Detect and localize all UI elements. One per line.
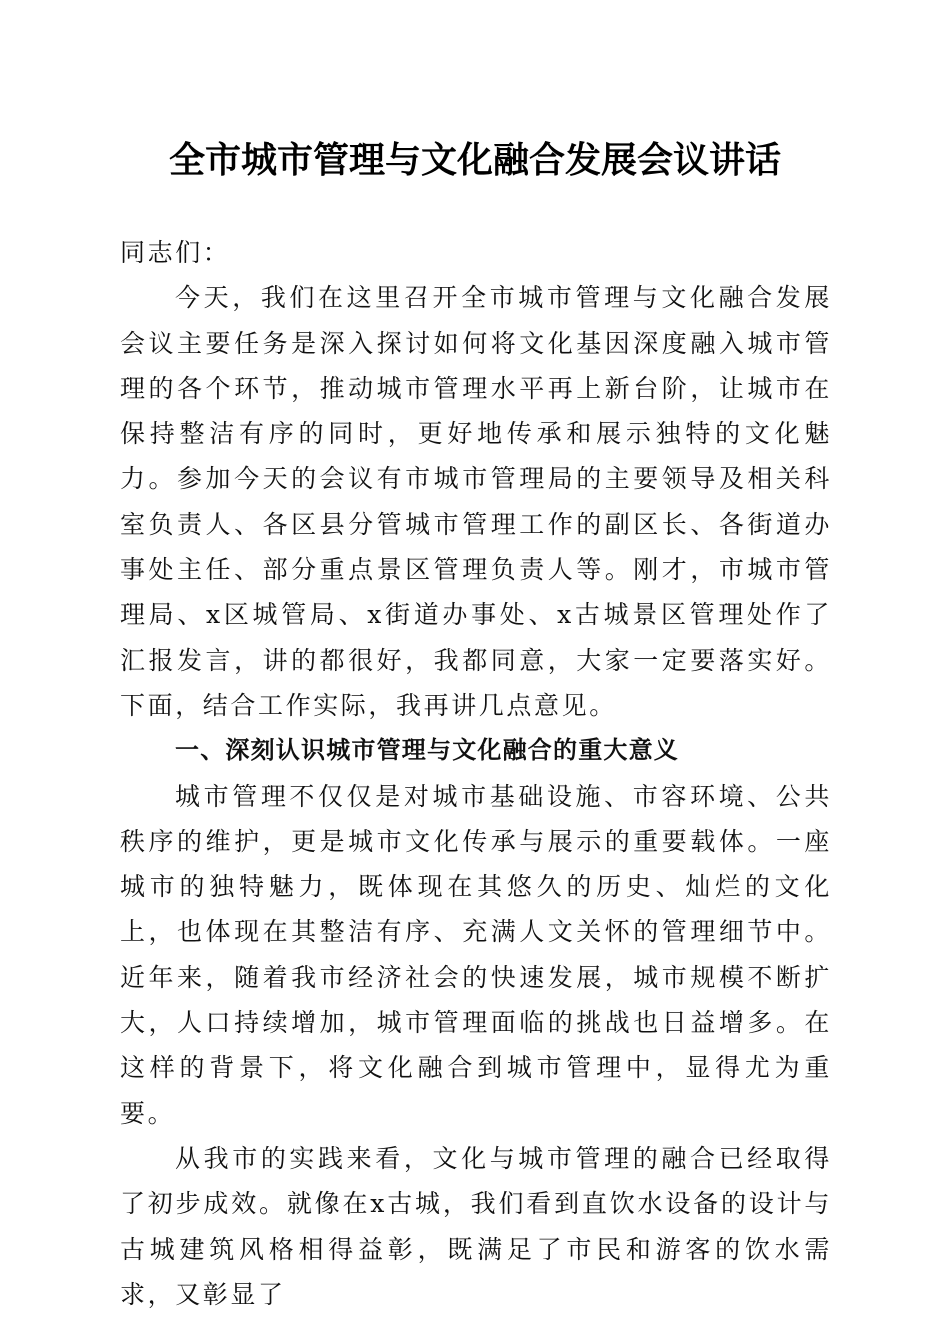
document-body xyxy=(120,230,832,1317)
section-paragraph-1: 城市管理不仅仅是对城市基础设施、市容环境、公共秩序的维护，更是城市文化传承与展示的重要载体。一座城市的独特魅力，既体现在其悠久的历史、灿烂的文化上，也体现在其整洁有序、充满人文关怀的管理细节中。近年来，随着我市经济社会的快速发展，城市规模不断扩大，人口持续增加，城市管理面临的挑战也日益增多。在这样的背景下，将文化融合到城市管理中，显得尤为重要。 xyxy=(120,781,832,1128)
section-heading: 一、深刻认识城市管理与文化融合的重大意义 xyxy=(175,736,679,765)
document-title: 全市城市管理与文化融合发展会议讲话 xyxy=(168,139,781,181)
intro-paragraph: 今天，我们在这里召开全市城市管理与文化融合发展会议主要任务是深入探讨如何将文化基因深度融入城市管理的各个环节，推动城市管理水平再上新台阶，让城市在保持整洁有序的同时，更好地传承和展示独特的文化魅力。参加今天的会议有市城市管理局的主要领导及相关科室负责人、各区县分管城市管理工作的副区长、各街道办事处主任、部分重点景区管理负责人等。刚才，市城市管理局、x区城管局、x街道办事处、x古城景区管理处作了汇报发言，讲的都很好，我都同意，大家一定要落实好。下面，结合工作实际，我再讲几点意见。 xyxy=(120,283,832,720)
section-paragraph-2: 从我市的实践来看，文化与城市管理的融合已经取得了初步成效。就像在x古城，我们看到直饮水设备的设计与古城建筑风格相得益彰，既满足了市民和游客的饮水需求，又彰显了 xyxy=(120,1143,832,1309)
salutation: 同志们： xyxy=(120,238,231,267)
